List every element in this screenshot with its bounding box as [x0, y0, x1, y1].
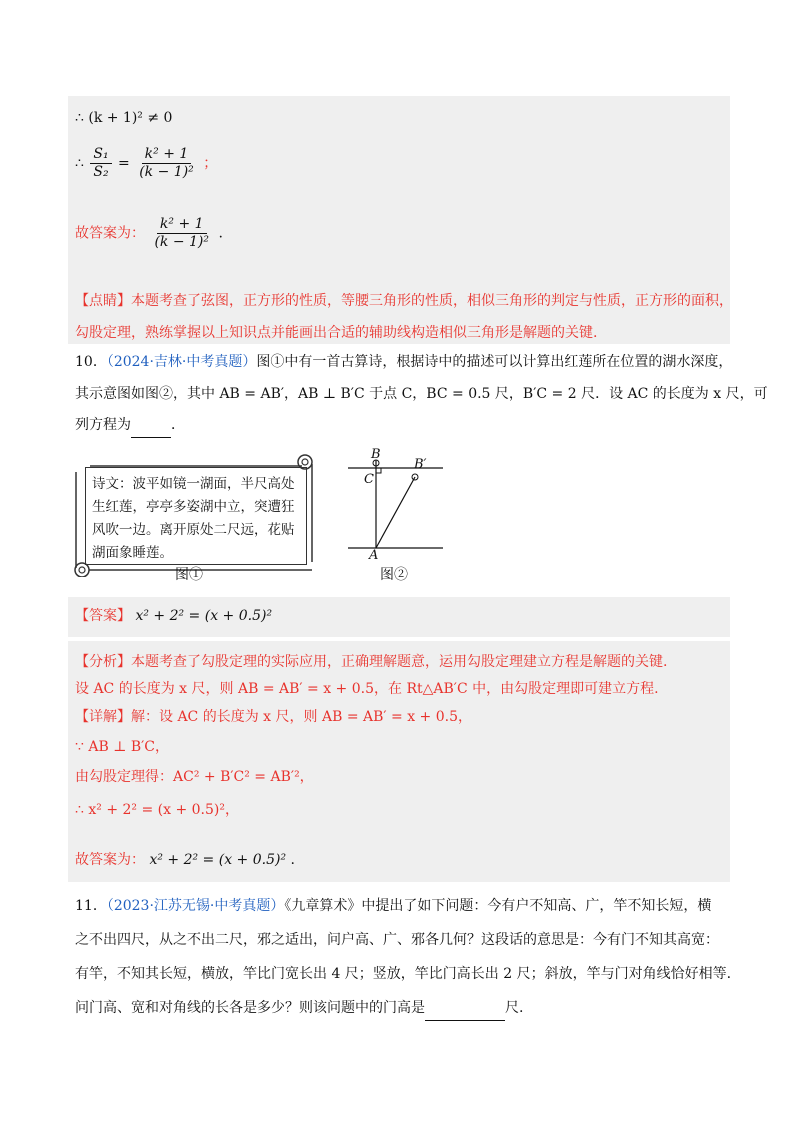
detail-line1: 【详解】解：设 AC 的长度为 x 尺，则 AB = AB′ = x + 0.5， [75, 709, 472, 725]
q11-line4: 问门高、宽和对角线的长各是多少？则该问题中的门高是 尺. [75, 996, 523, 1021]
analysis-line2: 设 AC 的长度为 x 尺，则 AB = AB′ = x + 0.5，在 Rt△AB′C 中，由勾股定理即可建立方程. [75, 681, 659, 697]
detail-line3: 由勾股定理得：AC² + B′C² = AB′²， [75, 769, 314, 785]
prev-comment-line1: 【点睛】本题考查了弦图，正方形的性质，等腰三角形的性质，相似三角形的判定与性质，正方形的面积， [75, 293, 733, 309]
q11-source: （2023·江苏无锡·中考真题） [106, 898, 285, 914]
fig-label-C: C [364, 472, 374, 487]
answer-line: 【答案】 x² + 2² = (x + 0.5)² [75, 608, 273, 624]
prev-answer-line: 故答案为： $\frac{\text{k² + 1}}{\text{(k − 1)²}}$ . [75, 216, 223, 250]
ratio-right-fraction: $\frac{\text{k² + 1}}{\text{(k − 1)²}}$ [139, 146, 194, 180]
fig-label-A: A [369, 548, 379, 563]
ratio-line: ∴ $\frac{\text{S₁}}{\text{S₂}}$ = $\frac{\text{k² + 1}}{\text{(k − 1)²}}$ ； [75, 146, 218, 180]
because-line: ∴ (k + 1)² ≠ 0 [75, 110, 173, 126]
prev-answer-fraction: $\frac{\text{k² + 1}}{\text{(k − 1)²}}$ [154, 216, 210, 250]
final-answer-line: 故答案为： x² + 2² = (x + 0.5)² . [75, 852, 295, 868]
q11-line1: 11．（2023·江苏无锡·中考真题）《九章算术》中提出了如下问题：今有户不知高、广，竿不知长短，横 [75, 898, 712, 914]
ratio-left-fraction: $\frac{\text{S₁}}{\text{S₂}}$ [90, 146, 111, 181]
analysis-line1: 【分析】本题考查了勾股定理的实际应用，正确理解题意，运用勾股定理建立方程是解题的关键. [75, 654, 668, 670]
detail-line2: ∵ AB ⊥ B′C， [75, 739, 170, 755]
detail-line4: ∴ x² + 2² = (x + 0.5)²， [75, 802, 239, 818]
fig-label-Bprime: B′ [414, 457, 427, 472]
q10-line1: 10．（2024·吉林·中考真题）图①中有一首古算诗，根据诗中的描述可以计算出红莲所在位置的湖水深度， [75, 354, 733, 370]
prev-comment-line2: 勾股定理，熟练掌握以上知识点并能画出合适的辅助线构造相似三角形是解题的关键. [75, 325, 598, 341]
answer-equation: x² + 2² = (x + 0.5)² [135, 608, 273, 624]
poem-text: 诗文：波平如镜一湖面，半尺高处生红莲，亭亭多姿湖中立，突遭狂风吹一边。离开原处二尺远，花贴湖面象睡莲。 [85, 467, 307, 565]
q11-line2: 之不出四尺，从之不出二尺，邪之适出，问户高、广、邪各几何？这段话的意思是：今有门不知其高宽： [75, 932, 719, 948]
q11-line3: 有竿，不知其长短，横放，竿比门宽长出 4 尺；竖放，竿比门高长出 2 尺；斜放，竿与门对角线恰好相等. [75, 966, 732, 982]
final-equation: x² + 2² = (x + 0.5)² [149, 852, 287, 868]
q10-line2: 其示意图如图②，其中 AB = AB′，AB ⊥ B′C 于点 C，BC = 0.5 尺，B′C = 2 尺．设 AC 的长度为 x 尺，可 [75, 386, 768, 402]
fig-label-B: B [371, 447, 381, 462]
q11-answer-blank [425, 996, 505, 1021]
fig2-caption: 图② [380, 567, 408, 583]
geometry-diagram [338, 448, 450, 568]
q10-line3: 列方程为 ． [75, 413, 185, 438]
q10-answer-blank [131, 413, 171, 438]
fig1-caption: 图① [175, 567, 203, 583]
q10-source: （2024·吉林·中考真题） [106, 354, 257, 370]
